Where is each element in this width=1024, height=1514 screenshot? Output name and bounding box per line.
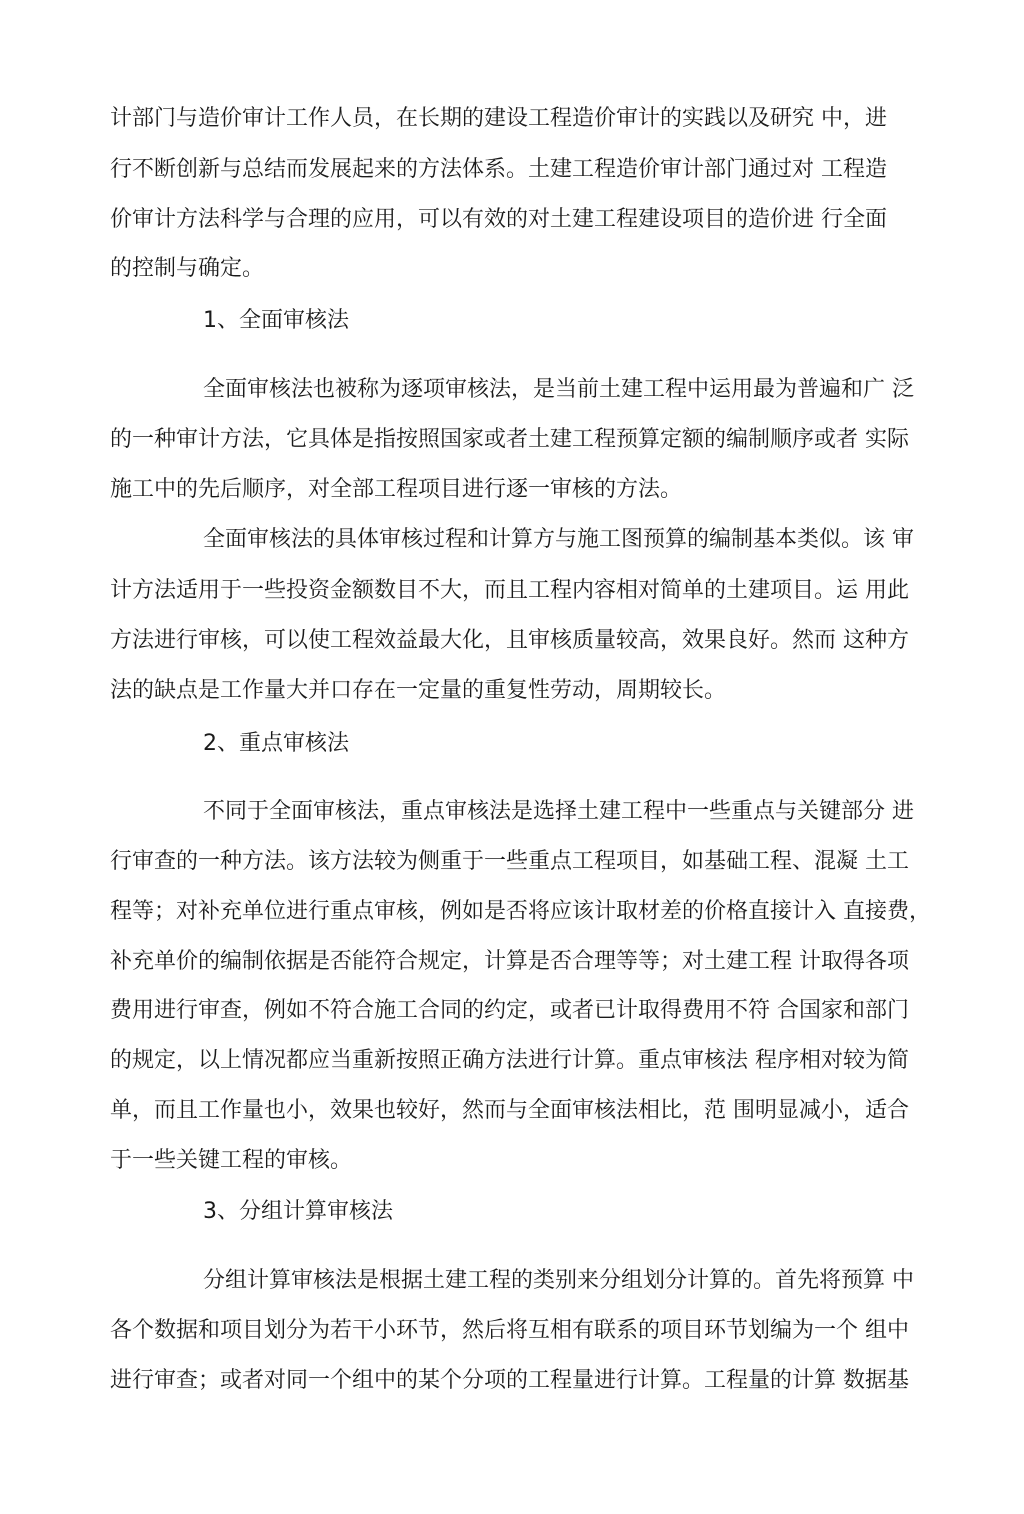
text-line: 程等；对补充单位进行重点审核，例如是否将应该计取材差的价格直接计入 直接费， <box>110 899 931 924</box>
text-line: 费用进行审查，例如不符合施工合同的约定，或者已计取得费用不符 合国家和部门 <box>110 998 909 1023</box>
text-line: 法的缺点是工作量大并口存在一定量的重复性劳动，周期较长。 <box>110 678 727 703</box>
text-line: 于一些关键工程的审核。 <box>110 1148 353 1173</box>
text-line: 单，而且工作量也小，效果也较好，然而与全面审核法相比，范 围明显减小，适合 <box>110 1098 909 1123</box>
text-line: 进行审查；或者对同一个组中的某个分项的工程量进行计算。工程量的计算 数据基 <box>110 1368 909 1393</box>
text-line: 施工中的先后顺序，对全部工程项目进行逐一审核的方法。 <box>110 477 683 502</box>
text-line: 的控制与确定。 <box>110 256 265 281</box>
section-heading: 1、全面审核法 <box>203 308 349 333</box>
text-line: 方法进行审核，可以使工程效益最大化，且审核质量较高，效果良好。然而 这种方 <box>110 628 909 653</box>
text-line: 的一种审计方法，它具体是指按照国家或者土建工程预算定额的编制顺序或者 实际 <box>110 427 909 452</box>
text-line: 计部门与造价审计工作人员，在长期的建设工程造价审计的实践以及研究 中，进 <box>110 106 887 131</box>
text-line: 价审计方法科学与合理的应用，可以有效的对土建工程建设项目的造价进 行全面 <box>110 207 887 232</box>
text-line: 的规定，以上情况都应当重新按照正确方法进行计算。重点审核法 程序相对较为简 <box>110 1048 909 1073</box>
section-heading: 3、分组计算审核法 <box>203 1199 393 1224</box>
text-line: 计方法适用于一些投资金额数目不大，而且工程内容相对简单的土建项目。运 用此 <box>110 578 909 603</box>
section-heading: 2、重点审核法 <box>203 731 349 756</box>
text-line: 各个数据和项目划分为若干小环节，然后将互相有联系的项目环节划编为一个 组中 <box>110 1318 909 1343</box>
text-line: 全面审核法也被称为逐项审核法，是当前土建工程中运用最为普遍和广 泛 <box>203 377 914 402</box>
text-line: 全面审核法的具体审核过程和计算方与施工图预算的编制基本类似。该 审 <box>203 527 914 552</box>
text-line: 不同于全面审核法，重点审核法是选择土建工程中一些重点与关键部分 进 <box>203 799 914 824</box>
text-line: 行审查的一种方法。该方法较为侧重于一些重点工程项目，如基础工程、混凝 土工 <box>110 849 909 874</box>
text-line: 分组计算审核法是根据土建工程的类别来分组划分计算的。首先将预算 中 <box>203 1268 914 1293</box>
text-line: 行不断创新与总结而发展起来的方法体系。土建工程造价审计部门通过对 工程造 <box>110 157 887 182</box>
text-line: 补充单价的编制依据是否能符合规定，计算是否合理等等；对土建工程 计取得各项 <box>110 949 909 974</box>
